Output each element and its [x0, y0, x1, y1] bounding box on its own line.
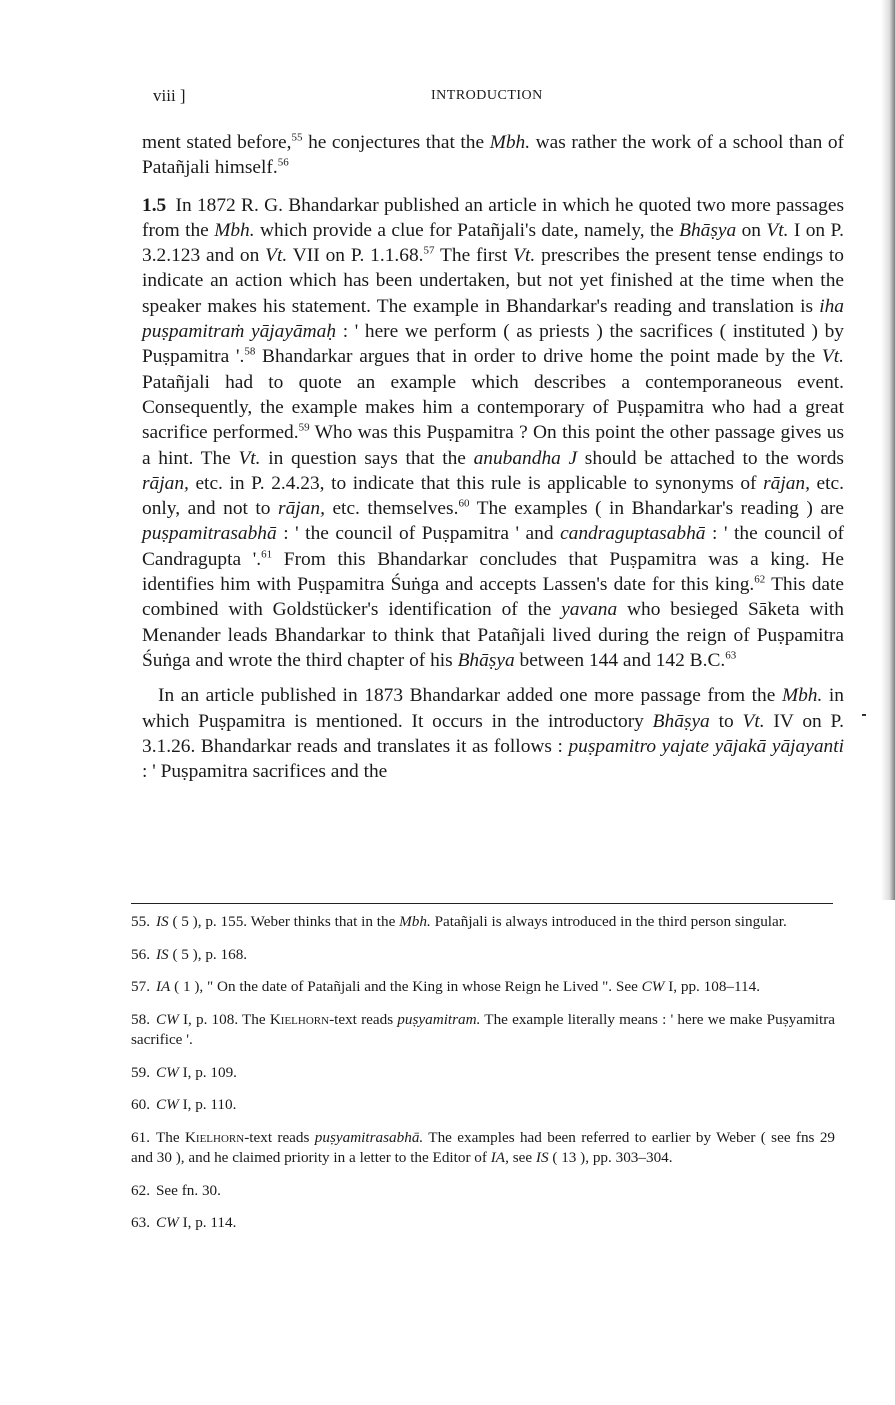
text-run: ment stated before,	[142, 132, 292, 153]
text-run: From this Bhandarkar concludes that Puṣpamitra was a king. He identifies him with Puṣpamitra Śuṅga and accepts Lassen's date for this king.	[142, 548, 845, 596]
footnote-number: 63.	[131, 1214, 150, 1231]
text-run: In 1872 R. G. Bhandarkar published an article in which he quoted two more passages from the	[142, 194, 844, 241]
text-run: to	[709, 710, 743, 732]
text-run: I, p. 109.	[178, 1063, 237, 1081]
footnote-ref: 58	[244, 345, 256, 358]
footnote-61	[131, 1128, 835, 1169]
footnote-ref: 57	[423, 244, 435, 257]
footnote-ref: 62	[754, 573, 766, 586]
italic-term: Bhāṣya	[679, 219, 737, 241]
text-run: should be attached to the words	[577, 447, 844, 469]
italic-term: CW	[155, 1010, 179, 1028]
text-run: Who was this Puṣpamitra ? On this point the other passage gives us a hint. The	[142, 422, 844, 469]
footnote-58	[131, 1010, 835, 1051]
footnote-number: 62.	[131, 1181, 150, 1199]
text-run: Patañjali is always introduced in the third person singular.	[430, 913, 787, 930]
text-run: which provide a clue for Patañjali's date, namely, the	[254, 219, 680, 241]
footnote-57	[131, 977, 835, 998]
italic-term: rājan,	[278, 498, 325, 520]
section-number: 1.5	[142, 194, 167, 216]
italic-term: Vt.	[821, 346, 844, 368]
italic-term: CW	[641, 978, 665, 995]
footnote-55	[131, 912, 835, 933]
text-run: he conjectures that the	[302, 132, 490, 153]
italic-term: Vt.	[238, 447, 261, 469]
footnote-number: 60.	[131, 1096, 150, 1113]
italic-term: Mbh.	[489, 132, 531, 153]
text-run: IV on P. 3.1.26. Bhandarkar reads and translates it as follows :	[142, 710, 844, 757]
text-run: This date combined with Goldstücker's identification of the	[142, 574, 844, 621]
italic-term: Bhāṣya	[457, 649, 515, 671]
italic-term: Vt.	[742, 710, 765, 732]
footnote-ref: 59	[298, 421, 310, 434]
footnote-ref: 55	[291, 131, 303, 144]
italic-term: puṣpamitro yajate yājakā yājayanti	[568, 735, 845, 757]
footnote-ref: 61	[261, 548, 273, 561]
text-run: : ' the council of Puṣpamitra ' and	[276, 523, 561, 545]
page-edge-shadow	[881, 0, 895, 900]
italic-term: rājan,	[142, 472, 189, 494]
italic-term: CW	[155, 1214, 179, 1231]
text-run: In an article published in 1873 Bhandarkar added one more passage from the	[158, 685, 782, 707]
text-run: See fn. 30.	[155, 1181, 221, 1199]
text-run: The first	[434, 245, 514, 267]
footnote-number: 56.	[131, 945, 150, 963]
main-text	[142, 130, 844, 784]
text-run: ( 1 ), " On the date of Patañjali and the King in whose Reign he Lived ". See	[170, 978, 642, 995]
italic-term: IA,	[490, 1149, 509, 1166]
footnote-ref: 60	[458, 497, 470, 510]
italic-term: puṣpamitrasabhā	[142, 523, 277, 545]
text-run: The	[155, 1128, 185, 1146]
text-run: VII on P. 1.1.68.	[287, 245, 424, 267]
text-run: ( 13 ), pp. 303–304.	[548, 1149, 673, 1166]
italic-term: IS	[155, 913, 169, 930]
italic-term: Mbh.	[781, 685, 823, 707]
italic-term: IS	[155, 945, 169, 963]
text-run: etc. only, and not to	[142, 472, 844, 520]
paragraph-1873-article	[142, 683, 844, 784]
small-caps-name: Kielhorn	[184, 1128, 245, 1146]
footnote-63	[131, 1213, 835, 1234]
italic-term: puṣyamitram.	[397, 1010, 481, 1028]
italic-term: rājan,	[763, 472, 810, 494]
text-run: : ' Puṣpamitra sacrifices and the	[142, 761, 388, 783]
italic-term: iha puṣpamitraṁ yājayāmaḥ	[142, 295, 844, 343]
text-run: I, pp. 108–114.	[664, 978, 761, 995]
text-run: ( 5 ), p. 168.	[168, 945, 248, 963]
footnote-ref: 56	[277, 156, 289, 169]
text-run: : ' the council of Candragupta '.	[142, 523, 844, 570]
footnote-divider	[131, 903, 833, 904]
text-run: see	[508, 1149, 536, 1166]
text-run: The examples ( in Bhandarkar's reading ) are	[469, 498, 844, 520]
footnote-number: 57.	[131, 978, 150, 995]
text-run: -text reads	[329, 1010, 398, 1028]
footnotes	[131, 912, 835, 1246]
italic-term: CW	[155, 1063, 179, 1081]
text-run: The example literally means : ' here we make Puṣyamitra sacrifice '.	[131, 1010, 835, 1048]
paragraph-continuation	[142, 130, 844, 181]
running-head-title: INTRODUCTION	[431, 88, 543, 103]
text-run: The examples had been referred to earlier by Weber ( see fns 29 and 30 ), and he claimed priority in a letter to the Editor of	[131, 1128, 836, 1166]
italic-term: Vt.	[766, 219, 789, 241]
text-run: I on P. 3.2.123 and on	[142, 219, 844, 267]
paragraph-section-1-5	[142, 193, 844, 674]
text-run: in question says that the	[260, 447, 474, 469]
text-run: between 144 and 142 B.C.	[514, 649, 726, 671]
text-run: prescribes the present tense endings to indicate an action which has been undertaken, but not yet finished at the time when the speaker makes his statement. The example in Bhandarkar's reading and translation is	[142, 245, 844, 317]
footnote-ref: 63	[725, 649, 737, 662]
small-caps-name: Kielhorn	[269, 1010, 330, 1028]
text-run: etc. in P. 2.4.23, to indicate that this rule is applicable to synonyms of	[188, 472, 764, 494]
italic-term: Vt.	[513, 245, 536, 267]
text-run: I, p. 108. The	[178, 1010, 270, 1028]
text-run: I, p. 114.	[178, 1214, 237, 1231]
text-run: -text reads	[244, 1128, 315, 1146]
italic-term: CW	[155, 1096, 179, 1113]
text-run: in which Puṣpamitra is mentioned. It occurs in the introductory	[142, 685, 845, 732]
footnote-62	[131, 1181, 835, 1202]
footnote-60	[131, 1095, 835, 1116]
italic-term: IS	[535, 1149, 549, 1166]
text-run: Patañjali had to quote an example which describes a contemporaneous event. Consequently, the example makes him a contemporary of Puṣpamitra who had a great sacrifice performed.	[142, 371, 844, 444]
text-run: ( 5 ), p. 155. Weber thinks that in the	[168, 913, 400, 930]
text-run: who besieged Sāketa with Menander leads Bhandarkar to think that Patañjali lived during the reign of Puṣpamitra Śuṅga and wrote the third chapter of his	[142, 599, 844, 671]
running-head	[153, 86, 843, 108]
footnote-number: 59.	[131, 1063, 150, 1081]
footnote-59	[131, 1063, 835, 1084]
italic-term: Mbh.	[214, 219, 255, 241]
margin-mark	[862, 714, 866, 716]
italic-term: Vt.	[265, 245, 288, 267]
text-run: etc. themselves.	[324, 498, 459, 520]
italic-term: yavana	[561, 599, 618, 621]
text-run: Bhandarkar argues that in order to drive home the point made by the	[255, 346, 822, 368]
text-run: was rather the work of a school than of Patañjali himself.	[142, 132, 844, 179]
footnote-number: 61.	[131, 1128, 150, 1146]
text-run: : ' here we perform ( as priests ) the sacrifices ( instituted ) by Puṣpamitra '.	[142, 321, 845, 368]
italic-term: anubandha J	[473, 447, 578, 469]
italic-term: Bhāṣya	[652, 710, 710, 732]
italic-term: IA	[155, 978, 171, 995]
footnote-56	[131, 945, 835, 966]
footnote-number: 55.	[131, 913, 150, 930]
page-number: viii ]	[153, 86, 186, 105]
text-run: I, p. 110.	[178, 1096, 237, 1113]
italic-term: puṣyamitrasabhā.	[314, 1128, 424, 1146]
footnote-number: 58.	[131, 1010, 150, 1028]
text-run: on	[736, 219, 767, 241]
italic-term: candraguptasabhā	[560, 523, 706, 545]
italic-term: Mbh.	[399, 913, 431, 930]
